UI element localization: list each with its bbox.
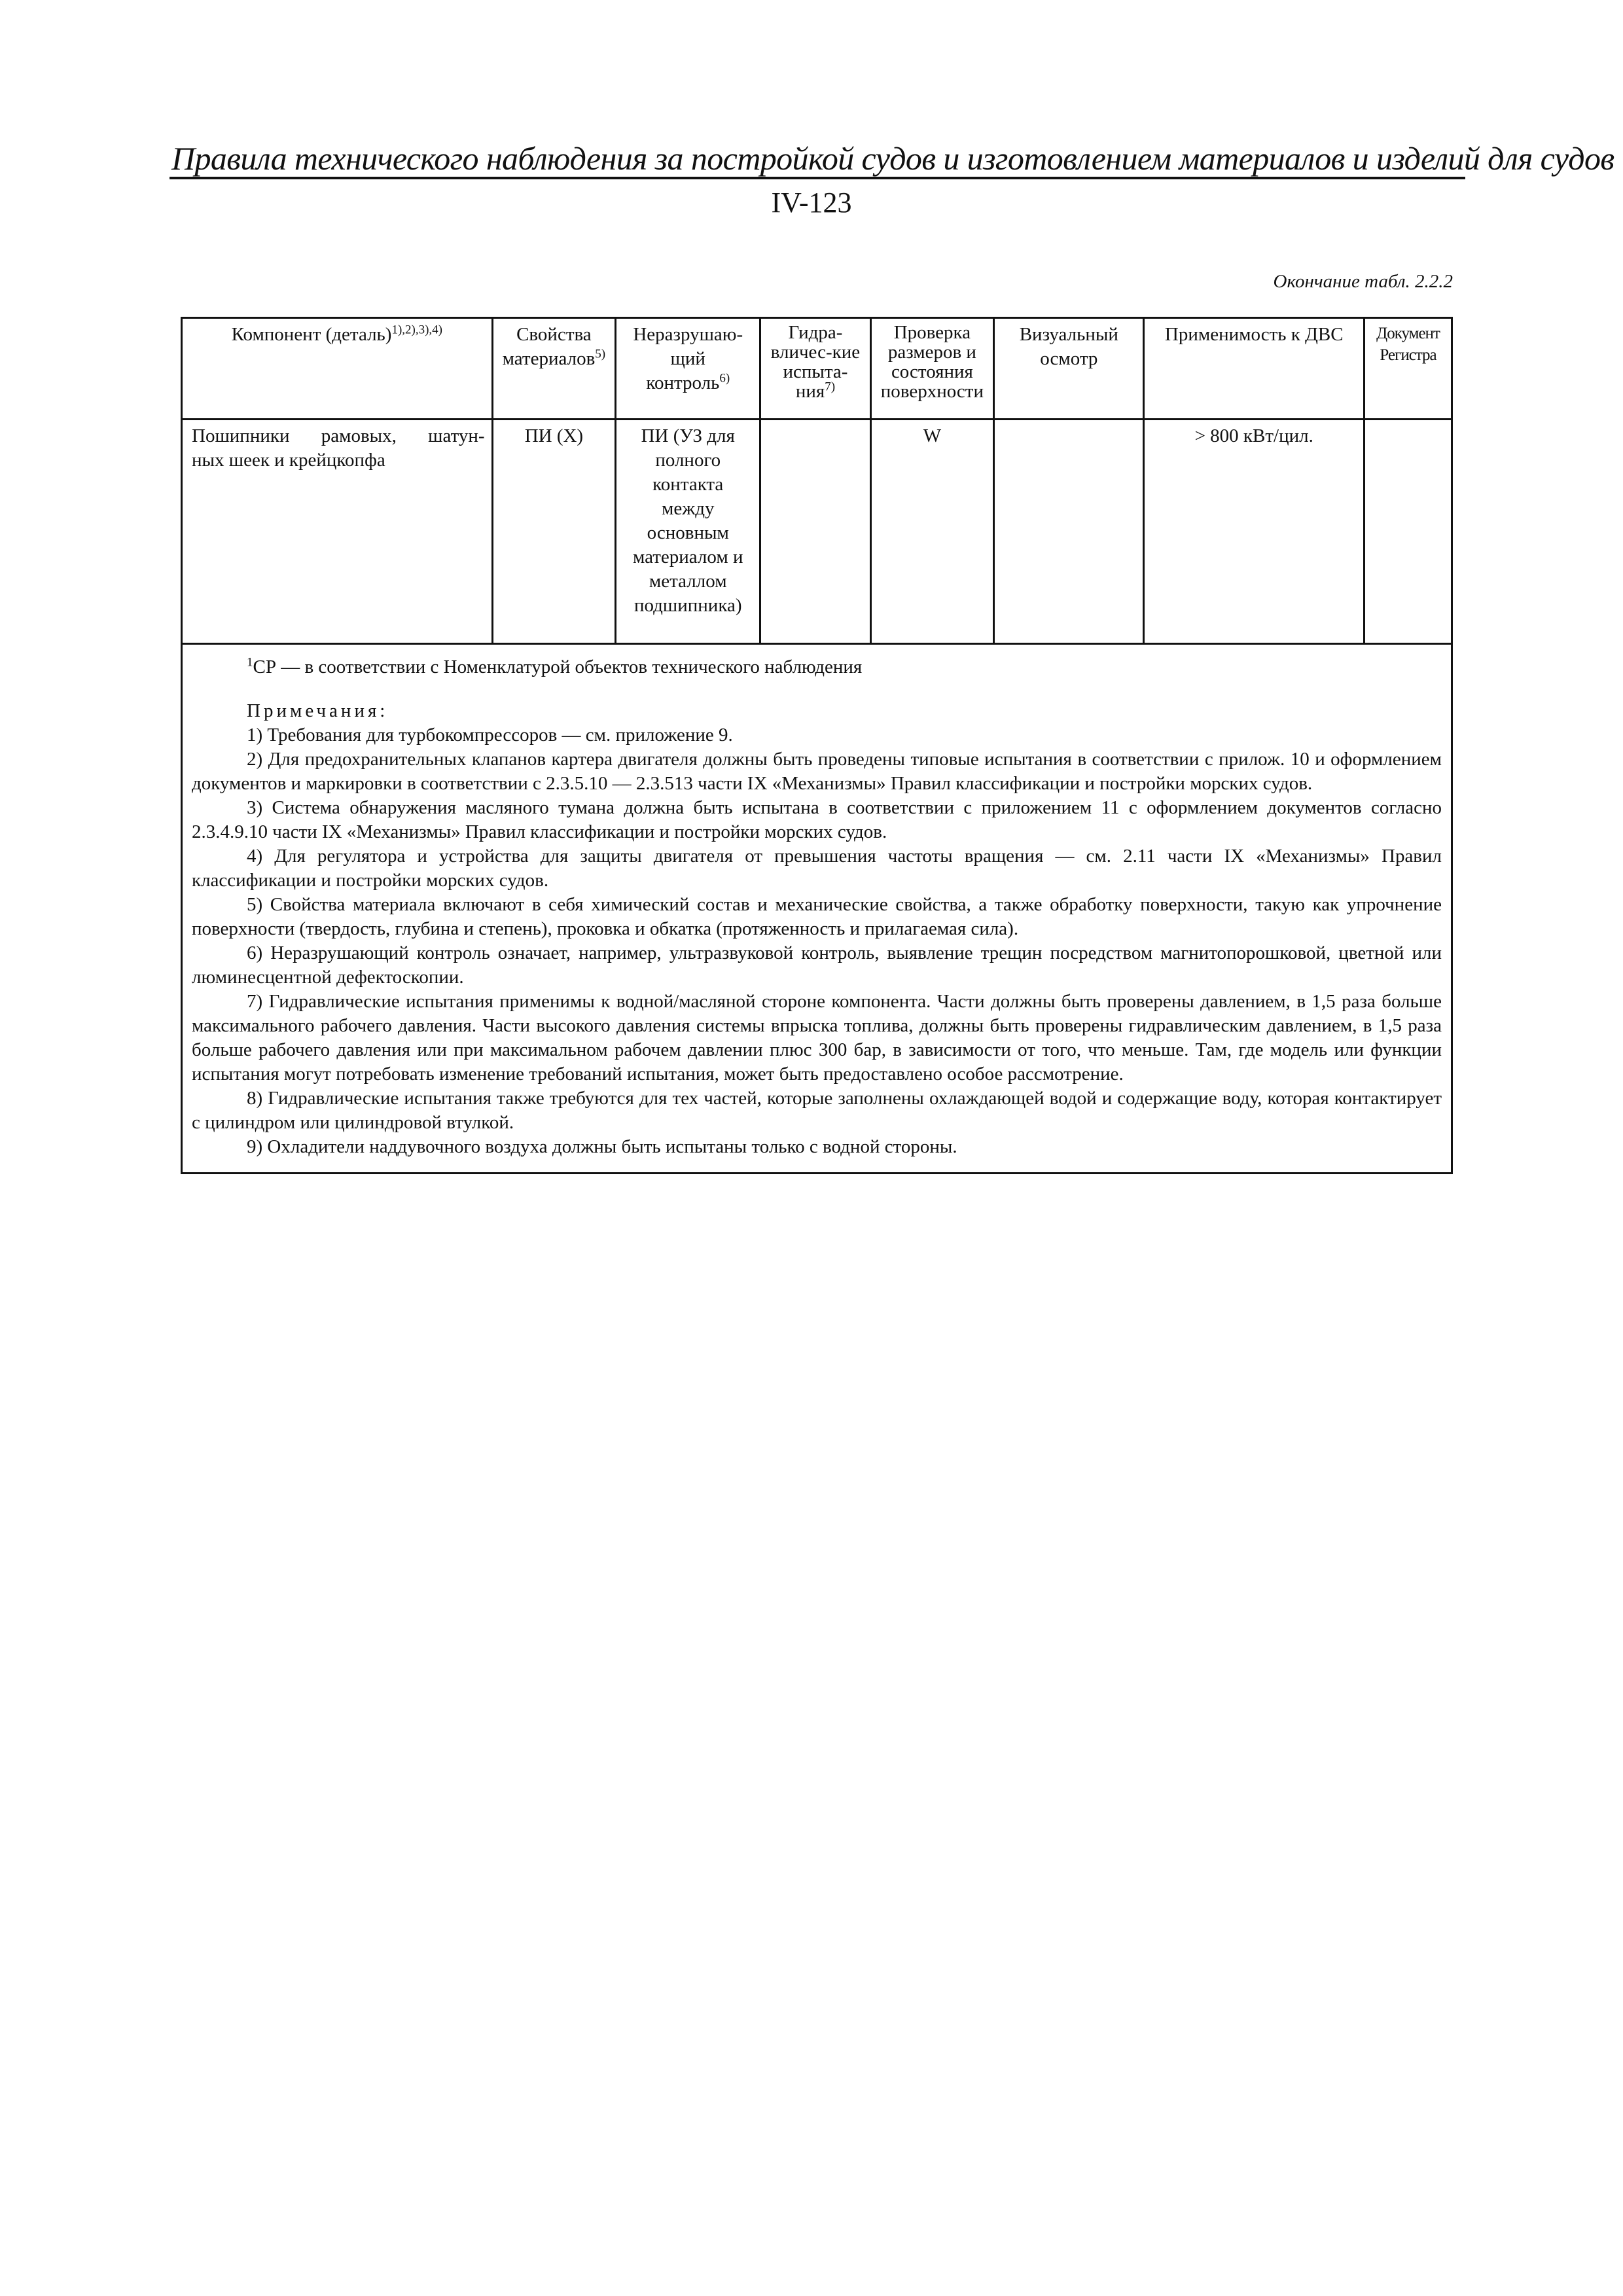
header-rule bbox=[169, 177, 1465, 179]
cell-visual bbox=[994, 420, 1144, 644]
note-item: 8) Гидравлические испытания также требуются для тех частей, которые заполнены охлаждающей водой и содержащие воду, которая контактирует с цилиндром или цилиндровой втулкой. bbox=[192, 1088, 1442, 1133]
note-item: 1) Требования для турбокомпрессоров — см. приложение 9. bbox=[247, 725, 733, 745]
cell-ndt: ПИ (УЗ для полного контакта между основным материалом и металлом подшипника) bbox=[616, 420, 760, 644]
note-item: 4) Для регулятора и устройства для защиты двигателя от превышения частоты вращения — см. 2.11 части IX «Механизмы» Правил классификации и постройки морских судов. bbox=[192, 846, 1442, 891]
notes-row bbox=[182, 644, 1452, 1174]
table-caption: Окончание табл. 2.2.2 bbox=[1273, 271, 1453, 292]
cell-register-doc bbox=[1364, 420, 1452, 644]
running-title: Правила технического наблюдения за постройкой судов и изготовлением материалов и изделий для судов bbox=[171, 140, 1614, 177]
header-materials: Свойства материалов$^{5)}$ bbox=[492, 318, 616, 420]
note-item: 9) Охладители наддувочного воздуха должны быть испытаны только с водной стороны. bbox=[247, 1136, 957, 1157]
cell-dimensions: W bbox=[870, 420, 994, 644]
page-number: IV-123 bbox=[771, 187, 852, 219]
header-hydro: Гидра- вличес-кие испыта- ния$^{7)}$ bbox=[760, 318, 870, 420]
cell-materials: ПИ (Х) bbox=[492, 420, 616, 644]
table-row bbox=[182, 420, 1452, 644]
cell-applicability: > 800 кВт/цил. bbox=[1144, 420, 1364, 644]
header-visual: Визуальный осмотр bbox=[994, 318, 1144, 420]
note-item: 6) Неразрушающий контроль означает, например, ультразвуковой контроль, выявление трещин посредством магнитопорошковой, цветной или люминесцентной дефектоскопии. bbox=[192, 942, 1442, 988]
footnote: $^1$СР — в соответствии с Номенклатурой объектов технического наблюдения bbox=[247, 655, 863, 677]
cell-hydro bbox=[760, 420, 870, 644]
notes-title: Примечания: bbox=[247, 700, 389, 721]
header-applicability: Применимость к ДВС bbox=[1144, 318, 1364, 420]
notes-block bbox=[192, 655, 1442, 1159]
header-component: Компонент (деталь)$^{1),2),3),4)}$ bbox=[182, 318, 493, 420]
requirements-table bbox=[181, 317, 1453, 1174]
header-register-doc: Документ Регистра bbox=[1364, 318, 1452, 420]
header-ndt: Неразрушаю- щий контроль$^{6)}$ bbox=[616, 318, 760, 420]
note-item: 5) Свойства материала включают в себя химический состав и механические свойства, а также обработку поверхности, такую как упрочнение поверхности (твердость, глубина и степень), проковка и обкатка (протяженность и прилагаемая сила). bbox=[192, 894, 1442, 939]
table-header-row bbox=[182, 318, 1452, 420]
note-item: 2) Для предохранительных клапанов картера двигателя должны быть проведены типовые испытания в соответствии с прилож. 10 и оформлением документов и маркировки в соответствии с 2.3.5.10 — 2.3.513 части IX «Механизмы» Правил классификации и постройки морских судов. bbox=[192, 749, 1442, 794]
header-dimensions: Проверка размеров и состояния поверхности bbox=[870, 318, 994, 420]
cell-component: Пошипники рамовых, шатун- ных шеек и крейцкопфа bbox=[182, 420, 493, 644]
note-item: 3) Система обнаружения масляного тумана должна быть испытана в соответствии с приложением 11 с оформлением документов согласно 2.3.4.9.10 части IX «Механизмы» Правил классификации и постройки морских судов. bbox=[192, 797, 1442, 842]
note-item: 7) Гидравлические испытания применимы к водной/масляной стороне компонента. Части должны быть проверены давлением, в 1,5 раза больше максимального рабочего давления. Части высокого давления системы впрыска топлива, должны быть проверены гидравлическим давлением, в 1,5 раза больше рабочего давления или при максимальном рабочем давлении плюс 300 бар, в зависимости от того, что меньше. Там, где модель или функции испытания могут потребовать изменение требований испытания, может быть предоставлено особое рассмотрение. bbox=[192, 991, 1442, 1085]
